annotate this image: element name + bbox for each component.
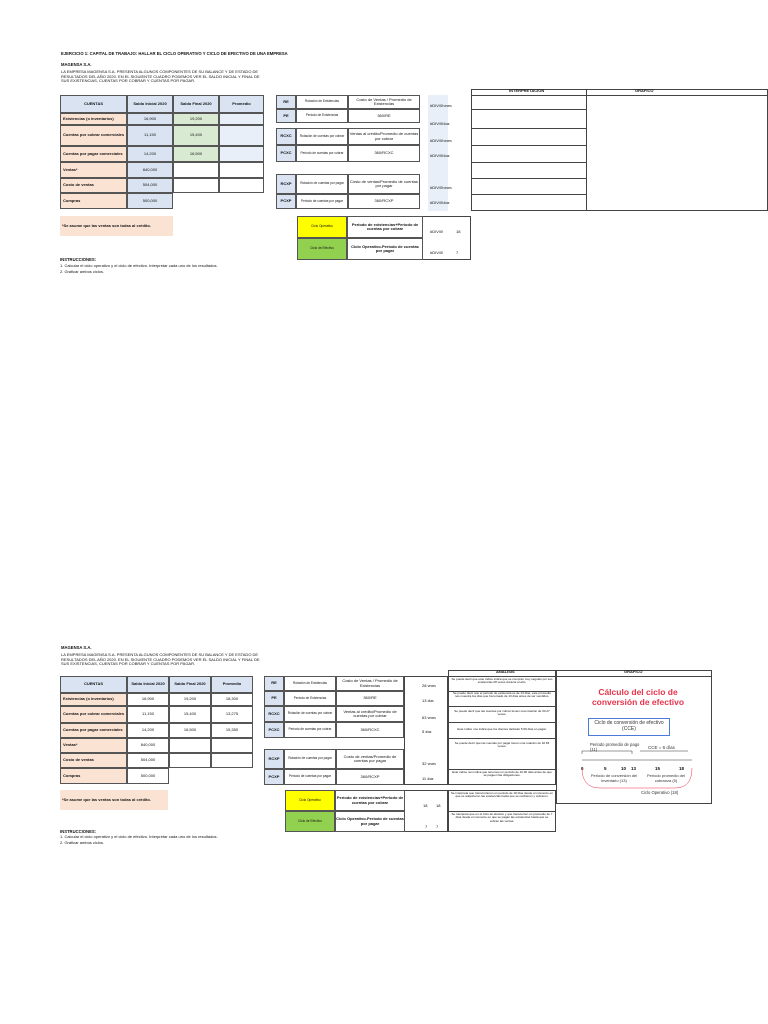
cycle-value: 18 (436, 803, 441, 808)
ratio-result: #DIV/0!veces (430, 185, 452, 190)
ratio-name: Rotación de cuentas por pagar (284, 749, 336, 769)
ratio-name: Periodo de Existencias (296, 109, 348, 123)
ratio-formula: Costo de ventas/Promedio de cuentas por pagar (348, 174, 420, 194)
ratio-code: PCXC (264, 722, 284, 738)
cell-promedio[interactable] (219, 146, 264, 162)
instruction-item: 1. Calcular el ciclo operativo y el ciclo de efectivo. Interpretar cada uno de los resultados. (60, 834, 218, 839)
inventario-label: Periodo de conversión del inventario (13) (590, 773, 638, 783)
cycle-formula: Ciclo Operativo-Periodo de cuentas por pagar (347, 238, 423, 260)
ratio-value: 28 veces (422, 683, 436, 688)
cell-promedio[interactable] (211, 738, 253, 753)
ratio-value: 5 días (422, 729, 432, 734)
row-label: Existencias (o inventarios) (60, 113, 127, 125)
cell-final[interactable]: 19,200 (169, 693, 211, 706)
ratio-code: RE (264, 676, 284, 691)
cycle-name: Ciclo Operativo (297, 216, 347, 238)
ratio-analysis: Se puede decir que las cuentas por cobrar tienen una rotación de 63.27 veces. (454, 709, 550, 717)
cycle-result: #DIV/0! (430, 250, 444, 255)
cell-inicial[interactable]: 840,000 (127, 738, 169, 753)
graphic-title: Cálculo del ciclo de conversión de efectivo (591, 687, 685, 707)
cycle-formula: Periodo de existencias+Periodo de cuentas por cobrar (335, 790, 405, 811)
tick-label: 13 (631, 766, 637, 771)
cell-promedio[interactable] (211, 753, 253, 768)
cce-value: CCE = 6 días (648, 745, 675, 750)
cell-final[interactable]: 15,400 (173, 125, 219, 146)
ratio-name: Rotación de Existencias (284, 676, 336, 691)
cycle-interp: Se interpreta que en el ciclo de efectivo y que transcurren un promedio de 7 días desde el momento en que se pagan las existencias hasta que se cobran las ventas. (451, 812, 553, 823)
instruction-item: 1. Calcular el ciclo operativo y el ciclo de efectivo. Interpretar cada uno de los resultados. (60, 263, 218, 268)
ratio-code: PCXP (276, 194, 296, 209)
ratio-value: 13 días (422, 698, 434, 703)
cell-final[interactable]: 15,400 (169, 706, 211, 723)
ratio-formula: Ventas al crédito/Promedio de cuentas por cobrar (348, 128, 420, 145)
row-label: Costo de ventas (60, 753, 127, 768)
cell-promedio[interactable] (219, 162, 264, 178)
interp-header: INTERPRETACION (509, 88, 545, 93)
ratio-formula: Ventas al crédito/Promedio de cuentas por cobrar (336, 706, 404, 722)
row-label: Cuentas por pagar comerciales (60, 146, 127, 162)
ratio-code: PCXC (276, 145, 296, 162)
cell-inicial[interactable]: 500,000 (127, 193, 173, 209)
ratio-name: Periodo de cuentas por cobrar (284, 722, 336, 738)
company-name: MAGENSA S.A. (61, 645, 92, 650)
ratio-name: Periodo de Existencias (284, 691, 336, 706)
ratio-formula: 360/RCXC (348, 145, 420, 162)
ratio-analysis: Se puede decir que el periodo de existencia es de 13 días, este promedio nos muestra los días que ha tomado de 13 días antes de ser vendidos. (453, 691, 551, 699)
header-cuentas: CUENTAS (60, 676, 127, 693)
cell-inicial[interactable]: 840,000 (127, 162, 173, 178)
ratio-result: #DIV/0!veces (430, 138, 452, 143)
header-divider (471, 95, 768, 96)
ratio-name: Periodo de cuentas por cobrar (296, 145, 348, 162)
cobranza-label: Periodo promedio del cobranza (5) (646, 773, 686, 783)
analysis-panel (471, 89, 768, 211)
graphic-header: GRAFICO (624, 669, 643, 674)
cycle-name: Ciclo Operativo (285, 790, 335, 811)
ratio-formula: Costo de Ventas / Promedio de Existencias (348, 95, 420, 109)
ratio-result: #DIV/0!días (430, 153, 450, 158)
ratio-name: Rotación de cuentas por cobrar (296, 128, 348, 145)
ratio-code: RCXP (264, 749, 284, 769)
ratio-name: Periodo de cuentas por pagar (284, 769, 336, 785)
ratio-code: RCXP (276, 174, 296, 194)
cycle-value: 18 (456, 229, 461, 234)
tick-label: 5 (604, 766, 607, 771)
assumption-note: *Se asume que las ventas son todas al crédito. (60, 790, 168, 810)
ratio-name: Rotación de Existencias (296, 95, 348, 109)
company-name: MAGENSA S.A. (61, 62, 92, 67)
cell-inicial[interactable]: 14,200 (127, 723, 169, 738)
instruction-item: 2. Graficar ambos ciclos. (60, 269, 105, 274)
ratio-code: RCXC (276, 128, 296, 145)
ratio-name: Periodo de cuentas por pagar (296, 194, 348, 209)
column-divider (586, 89, 587, 211)
cell-final[interactable]: 19,200 (173, 113, 219, 125)
ratio-value: 11 días (422, 776, 434, 781)
cce-box: Ciclo de conversión de efectivo (CCE) (588, 718, 670, 736)
cell-inicial[interactable]: 16,900 (127, 113, 173, 125)
cell-inicial[interactable]: 11,150 (127, 125, 173, 146)
ratio-name: Rotación de cuentas por cobrar (284, 706, 336, 722)
ratio-formula: 360/RE (336, 691, 404, 706)
operativo-label: Ciclo Operativo (18) (641, 790, 679, 795)
row-label: Ventas* (60, 738, 127, 753)
row-label: Ventas* (60, 162, 127, 178)
row-label: Cuentas por cobrar comerciales (60, 125, 127, 146)
header-promedio: Promedio (211, 676, 253, 693)
row-label: Cuentas por pagar comerciales (60, 723, 127, 738)
cycle-interp: Se interpreta que transcurrieron un periodo de 18 días desde el momento en que se adquirieron las existencias hasta que se recibieron y cobraron. (451, 791, 553, 799)
cell-inicial[interactable]: 14,200 (127, 146, 173, 162)
instruction-item: 2. Graficar ambos ciclos. (60, 840, 105, 845)
cell-promedio[interactable] (219, 113, 264, 125)
cell-inicial[interactable]: 500,000 (127, 768, 169, 784)
header-final: Saldo Final 2020 (169, 676, 211, 693)
ratio-formula: 360/RCXP (348, 194, 420, 209)
tick-label: 15 (655, 766, 661, 771)
cell-inicial[interactable]: 11,150 (127, 706, 169, 723)
ratio-formula: Costo de ventas/Promedio de cuentas por pagar (336, 749, 404, 769)
cell-final[interactable] (173, 178, 219, 193)
header-inicial: Saldo Inicial 2020 (127, 676, 169, 693)
cell-promedio[interactable] (219, 125, 264, 146)
ratio-code: PE (276, 109, 296, 123)
ratio-code: RCXC (264, 706, 284, 722)
intro-text: LA EMPRESA MAGENSA S.A. PRESENTA ALGUNOS COMPONENTES DE SU BALANCE Y DE ESTADO DE RESULTADOS DEL AÑO 2020. EN EL SIGUIENTE CUADRO PODEMOS VER EL SALDO INICIAL Y FINAL DE SUS EXISTENCIAS, CUENTAS POR COBRAR Y CUENTAS POR PAGAR. (61, 69, 260, 84)
header-promedio: Promedio (219, 95, 264, 113)
cycle-value: 7 (425, 824, 428, 829)
row-label: Cuentas por cobrar comerciales (60, 706, 127, 723)
ratio-analysis: Este índice nos indica que tenemos un periodo de 10.96 días antes de que se paguen las obligaciones. (452, 770, 552, 778)
instructions-title: INSTRUCCIONES: (60, 257, 97, 262)
cycle-name: Ciclo de Efectivo (297, 238, 347, 260)
ratio-value: 63 veces (422, 715, 436, 720)
ratio-result: #DIV/0!días (430, 200, 450, 205)
ratio-formula: 360/RE (348, 109, 420, 123)
ratio-formula: Costo de Ventas / Promedio de Existencias (336, 676, 404, 691)
row-label: Existencias (o inventarios) (60, 693, 127, 706)
exercise-title: EJERCICIO 1: CAPITAL DE TRABAJO: HALLAR EL CICLO OPERATIVO Y CICLO DE EFECTIVO DE UNA EMPRESA (61, 51, 288, 56)
ratio-analysis: Este índice nos indica que los clientes tardaran 5.69 días en pagar. (457, 727, 547, 731)
ratio-result: #DIV/0!veces (430, 103, 452, 108)
ratio-code: PE (264, 691, 284, 706)
ratio-value: 32 veces (422, 761, 436, 766)
cell-inicial[interactable]: 504,000 (127, 753, 169, 768)
ratio-formula: 360/RCXC (336, 722, 404, 738)
intro-text: LA EMPRESA MAGENSA S.A. PRESENTA ALGUNOS COMPONENTES DE SU BALANCE Y DE ESTADO DE RESULTADOS DEL AÑO 2020. EN EL SIGUIENTE CUADRO PODEMOS VER EL SALDO INICIAL Y FINAL DE SUS EXISTENCIAS, CUENTAS POR COBRAR Y CUENTAS POR PAGAR. (61, 652, 260, 667)
cell-final[interactable] (169, 753, 211, 768)
cell-final[interactable] (169, 738, 211, 753)
graph-header: GRAFICO (635, 88, 654, 93)
tick-label: 0 (581, 766, 584, 771)
row-label: Costo de ventas (60, 178, 127, 193)
cell-final[interactable] (173, 162, 219, 178)
cell-promedio[interactable]: 13,275 (211, 706, 253, 723)
cycle-value: 18 (423, 803, 428, 808)
row-label: Compras (60, 193, 127, 209)
cell-inicial[interactable]: 16,900 (127, 693, 169, 706)
pago-label: Periodo promedio de pago (11) (590, 742, 640, 752)
ratio-code: PCXP (264, 769, 284, 785)
ratio-result: #DIV/0!días (430, 121, 450, 126)
tick-label: 18 (679, 766, 685, 771)
ratio-analysis: Se puede decir que este índice indica que se compran muy seguido por sus existencias 28 veces durante el año. (451, 677, 553, 685)
instructions-title: INSTRUCCIONES: (60, 829, 97, 834)
cycle-value: 7 (456, 250, 459, 255)
cycle-result: #DIV/0! (430, 229, 444, 234)
cycle-formula: Ciclo Operativo-Periodo de cuentas por pagar (335, 811, 405, 832)
ratio-name: Rotación de cuentas por pagar (296, 174, 348, 194)
ratio-formula: 360/RCXP (336, 769, 404, 785)
cell-final[interactable]: 16,500 (173, 146, 219, 162)
ratio-analysis: Se puede decir que las cuentas por pagar tienen una rotación de 32.83 veces. (454, 741, 550, 749)
cell-promedio[interactable] (219, 178, 264, 193)
header-final: Saldo Final 2020 (173, 95, 219, 113)
cell-promedio[interactable]: 15,350 (211, 723, 253, 738)
cycle-value: 7 (436, 824, 439, 829)
header-inicial: Saldo Inicial 2020 (127, 95, 173, 113)
cycle-formula: Periodo de existencias+Periodo de cuentas por cobrar (347, 216, 423, 238)
row-label: Compras (60, 768, 127, 784)
assumption-note: *Se asume que las ventas son todas al crédito. (60, 216, 173, 236)
header-cuentas: CUENTAS (60, 95, 127, 113)
analysis-header: ANALISIS (496, 669, 515, 674)
ratio-code: RE (276, 95, 296, 109)
cell-inicial[interactable]: 504,000 (127, 178, 173, 193)
tick-label: 10 (621, 766, 627, 771)
cycle-name: Ciclo de Efectivo (285, 811, 335, 832)
cell-final[interactable]: 16,500 (169, 723, 211, 738)
cell-promedio[interactable]: 18,300 (211, 693, 253, 706)
